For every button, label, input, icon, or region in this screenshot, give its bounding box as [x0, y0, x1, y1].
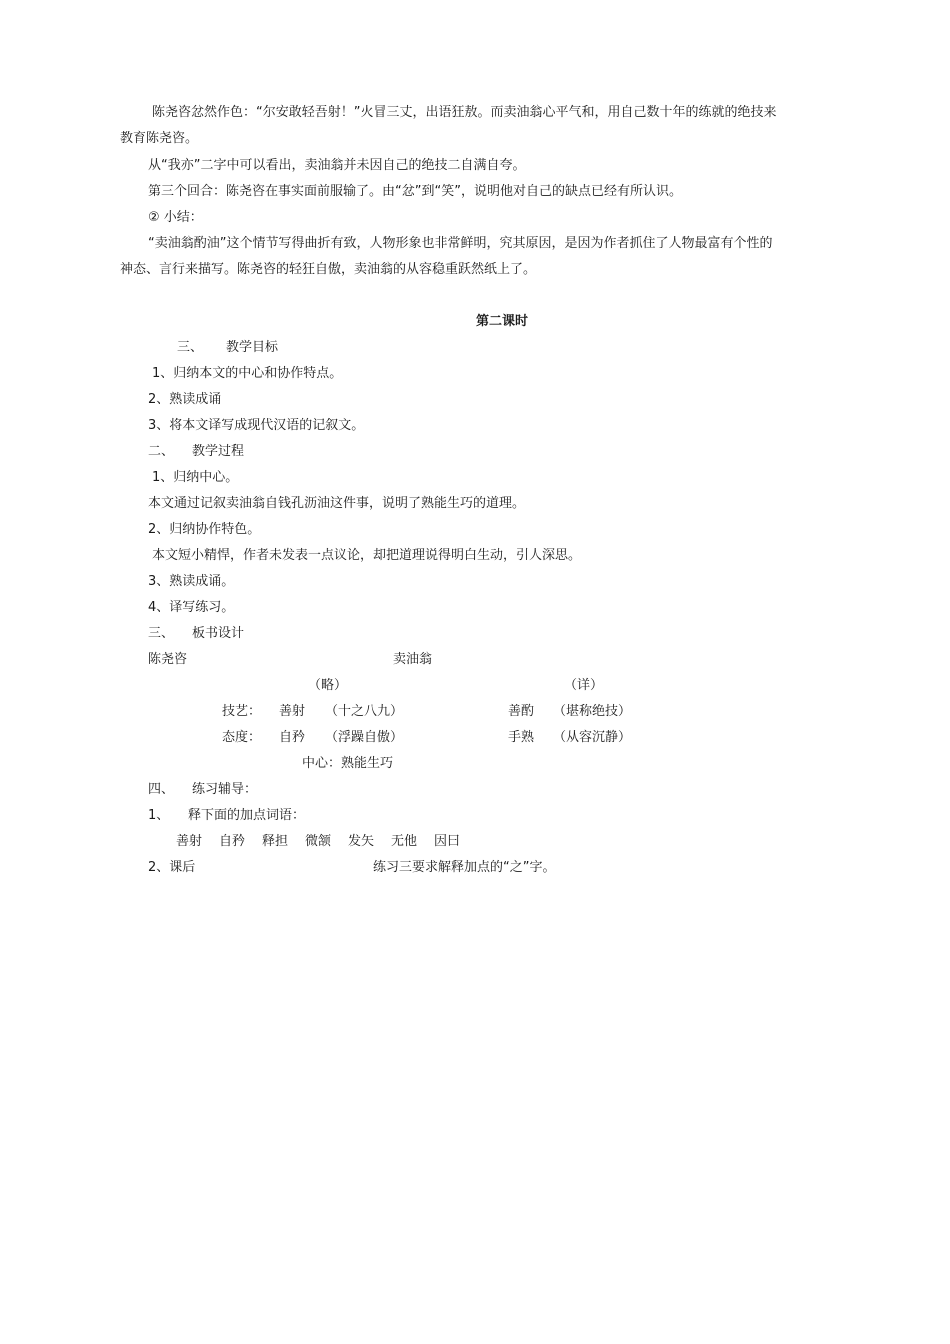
list-item: 3、熟读成诵。: [148, 574, 235, 589]
vocab-word: 微颔: [305, 834, 332, 849]
board-cell: （从容沉静）: [553, 730, 632, 745]
heading-number: 三、: [177, 340, 204, 355]
paragraph-line: 陈尧咨忿然作色：“尔安敢轻吾射！”火冒三丈，出语狂敖。而卖油翁心平气和，用自己数十年的练就的绝技来: [152, 105, 777, 120]
heading-number: 二、: [148, 444, 175, 459]
paragraph-line: 神态、言行来描写。陈尧咨的轻狂自傲，卖油翁的从容稳重跃然纸上了。: [120, 262, 537, 277]
list-number: 1、: [148, 808, 170, 823]
board-cell: （十之八九）: [325, 704, 404, 719]
list-item: 1、归纳中心。: [152, 470, 239, 485]
board-cell: （浮躁自傲）: [325, 730, 404, 745]
vocab-word: 释担: [262, 834, 289, 849]
board-attitude-label: 态度：: [222, 730, 262, 745]
goals-heading: 教学目标: [226, 340, 279, 355]
section-title: 第二课时: [476, 314, 529, 329]
paragraph-line: 教育陈尧咨。: [120, 131, 199, 146]
summary-label: ② 小结：: [148, 210, 203, 225]
list-item: 2、熟读成诵: [148, 392, 222, 407]
paragraph-line: 第三个回合：陈尧咨在事实面前服输了。由“忿”到“笑”，说明他对自己的缺点已经有所认识。: [148, 184, 682, 199]
heading-number: 四、: [148, 782, 175, 797]
board-right-mode: （详）: [564, 678, 604, 693]
heading-number: 三、: [148, 626, 175, 641]
list-item: 4、译写练习。: [148, 600, 235, 615]
paragraph-line: “卖油翁酌油”这个情节写得曲折有致，人物形象也非常鲜明，究其原因，是因为作者抓住了人物最富有个性的: [148, 236, 773, 251]
board-left-mode: （略）: [308, 678, 348, 693]
board-cell: 手熟: [508, 730, 535, 745]
board-cell: 自矜: [279, 730, 306, 745]
board-skill-label: 技艺：: [222, 704, 262, 719]
list-item-continued: 练习三要求解释加点的“之”字。: [373, 860, 556, 875]
list-item: 1、归纳本文的中心和协作特点。: [152, 366, 343, 381]
board-heading: 板书设计: [192, 626, 245, 641]
practice-heading: 练习辅导：: [192, 782, 258, 797]
vocab-word: 自矜: [219, 834, 246, 849]
paragraph-line: 从“我亦”二字中可以看出，卖油翁并未因自己的绝技二自满自夸。: [148, 158, 526, 173]
board-right-name: 卖油翁: [393, 652, 433, 667]
board-left-name: 陈尧咨: [148, 652, 188, 667]
board-cell: （堪称绝技）: [553, 704, 632, 719]
list-item: 2、课后: [148, 860, 196, 875]
vocab-word: 发矢: [348, 834, 375, 849]
vocab-word: 因曰: [434, 834, 461, 849]
vocab-word: 善射: [176, 834, 203, 849]
vocab-word: 无他: [391, 834, 418, 849]
paragraph-line: 本文通过记叙卖油翁自钱孔沥油这件事，说明了熟能生巧的道理。: [148, 496, 526, 511]
process-heading: 教学过程: [192, 444, 245, 459]
list-item: 2、归纳协作特色。: [148, 522, 261, 537]
list-item: 3、将本文译写成现代汉语的记叙文。: [148, 418, 365, 433]
paragraph-line: 本文短小精悍，作者未发表一点议论，却把道理说得明白生动，引人深思。: [152, 548, 582, 563]
board-center: 中心：熟能生巧: [302, 756, 394, 771]
list-item: 释下面的加点词语：: [188, 808, 306, 823]
board-cell: 善射: [279, 704, 306, 719]
board-cell: 善酌: [508, 704, 535, 719]
